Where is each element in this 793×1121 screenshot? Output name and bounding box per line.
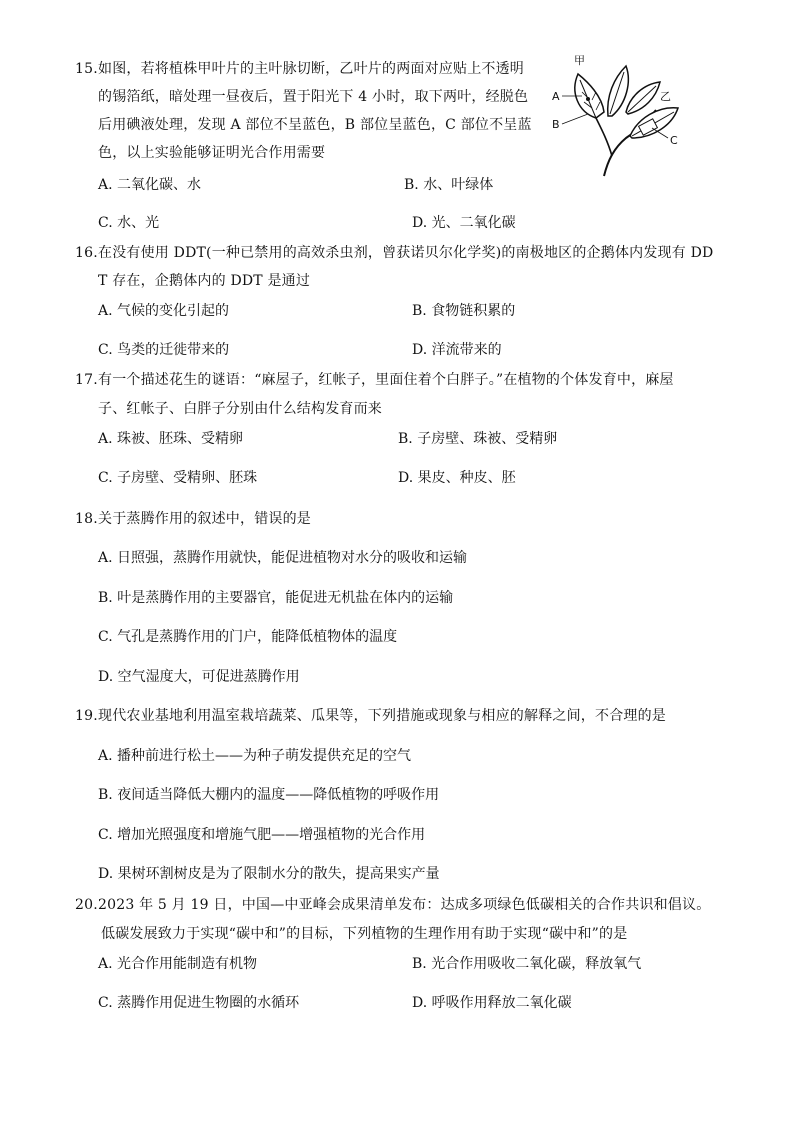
option-b[interactable]: B. 叶是蒸腾作用的主要器官，能促进无机盐在体内的运输 [98, 590, 454, 606]
option-b[interactable]: B. 子房壁、珠被、受精卵 [398, 431, 558, 447]
question-number: 16. [75, 245, 98, 261]
question-stem-line: 现代农业基地利用温室栽培蔬菜、瓜果等，下列措施或现象与相应的解释之间，不合理的是 [98, 708, 666, 724]
option-a[interactable]: A. 珠被、胚珠、受精卵 [98, 431, 244, 447]
option-c[interactable]: C. 水、光 [98, 215, 160, 231]
option-b[interactable]: B. 夜间适当降低大棚内的温度——降低植物的呼吸作用 [98, 787, 440, 803]
question-stem-line: 关于蒸腾作用的叙述中，错误的是 [98, 511, 311, 527]
question-stem-line: 的锡箔纸，暗处理一昼夜后，置于阳光下 4 小时，取下两叶，经脱色 [98, 89, 529, 105]
question-stem-line: 后用碘液处理，发现 A 部位不呈蓝色，B 部位呈蓝色，C 部位不呈蓝 [98, 117, 532, 133]
option-c[interactable]: C. 子房壁、受精卵、胚珠 [98, 470, 258, 486]
label-a: A [552, 90, 560, 103]
question-stem-line: 2023 年 5 月 19 日，中国—中亚峰会成果清单发布：达成多项绿色低碳相关的合作共识和倡议。 [98, 897, 711, 913]
plant-branch [596, 118, 612, 156]
plant-leaf-diagram [552, 52, 684, 180]
question-stem-line: T 存在，企鹅体内的 DDT 是通过 [98, 273, 311, 289]
option-d[interactable]: D. 光、二氧化碳 [412, 215, 516, 231]
label-c: C [670, 134, 678, 147]
option-c[interactable]: C. 鸟类的迁徙带来的 [98, 342, 230, 358]
question-stem-line: 有一个描述花生的谜语：“麻屋子，红帐子，里面住着个白胖子。”在植物的个体发育中，麻屋 [98, 372, 674, 388]
cut-point [586, 97, 590, 101]
question-number: 15. [75, 61, 98, 77]
question-stem-line: 在没有使用 DDT(一种已禁用的高效杀虫剂，曾获诺贝尔化学奖)的南极地区的企鹅体内发现有 DD [98, 245, 714, 261]
label-b: B [552, 118, 560, 131]
question-stem-line: 低碳发展致力于实现“碳中和”的目标，下列植物的生理作用有助于实现“碳中和”的是 [101, 926, 628, 942]
question-number: 20. [75, 897, 98, 913]
plant-leaf-figure [552, 52, 684, 180]
option-b[interactable]: B. 水、叶绿体 [404, 177, 494, 193]
option-a[interactable]: A. 二氧化碳、水 [98, 177, 202, 193]
option-a[interactable]: A. 光合作用能制造有机物 [98, 956, 258, 972]
question-stem-line: 如图，若将植株甲叶片的主叶脉切断，乙叶片的两面对应贴上不透明 [98, 61, 524, 77]
option-d[interactable]: D. 空气湿度大，可促进蒸腾作用 [98, 669, 300, 685]
question-number: 17. [75, 372, 98, 388]
option-c[interactable]: C. 气孔是蒸腾作用的门户，能降低植物体的温度 [98, 629, 398, 645]
option-c[interactable]: C. 增加光照强度和增施气肥——增强植物的光合作用 [98, 827, 426, 843]
option-b[interactable]: B. 食物链积累的 [412, 303, 516, 319]
option-d[interactable]: D. 果皮、种皮、胚 [398, 470, 516, 486]
label-jia: 甲 [574, 54, 585, 67]
option-d[interactable]: D. 果树环割树皮是为了限制水分的散失，提高果实产量 [98, 866, 440, 882]
pointer-b [562, 114, 588, 124]
option-d[interactable]: D. 呼吸作用释放二氧化碳 [412, 995, 572, 1011]
option-a[interactable]: A. 播种前进行松土——为种子萌发提供充足的空气 [98, 748, 412, 764]
question-number: 19. [75, 708, 98, 724]
label-yi: 乙 [660, 90, 671, 103]
option-c[interactable]: C. 蒸腾作用促进生物圈的水循环 [98, 995, 300, 1011]
question-stem-line: 子、红帐子、白胖子分别由什么结构发育而来 [98, 401, 382, 417]
option-d[interactable]: D. 洋流带来的 [412, 342, 502, 358]
question-stem-line: 色，以上实验能够证明光合作用需要 [98, 145, 326, 161]
option-a[interactable]: A. 气候的变化引起的 [98, 303, 230, 319]
question-number: 18. [75, 511, 98, 527]
option-a[interactable]: A. 日照强，蒸腾作用就快，能促进植物对水分的吸收和运输 [98, 550, 468, 566]
option-b[interactable]: B. 光合作用吸收二氧化碳，释放氧气 [412, 956, 642, 972]
